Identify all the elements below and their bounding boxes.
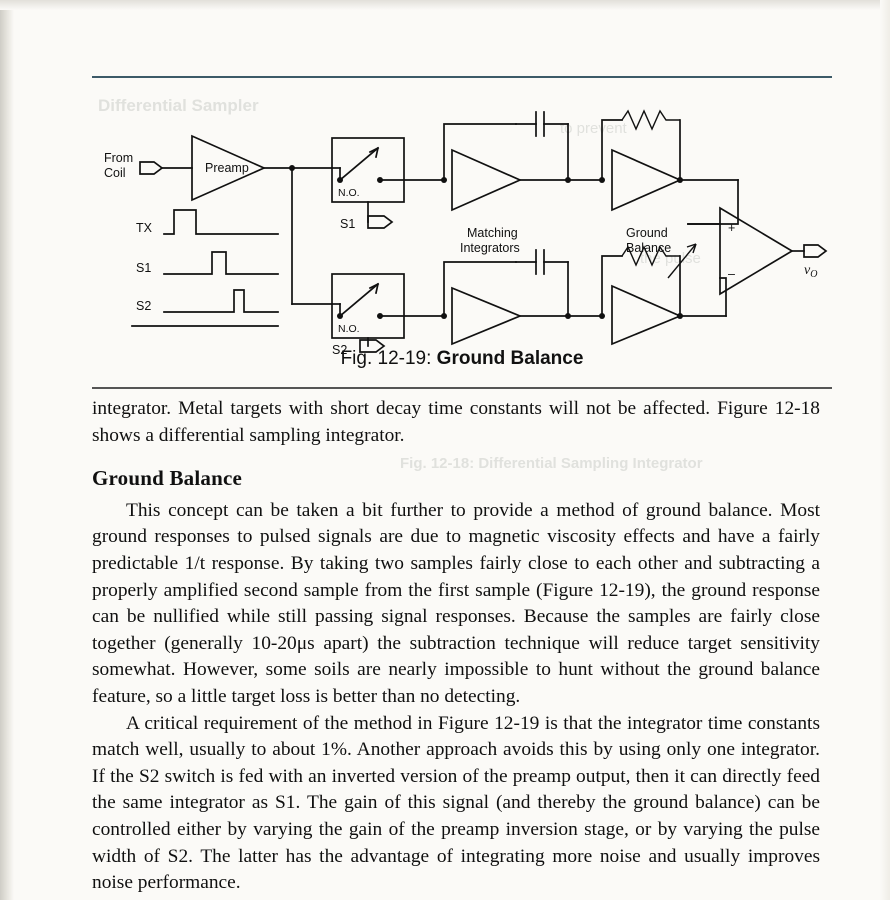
paragraph-continuation: integrator. Metal targets with short decay time constants will not be affected. Figure 12-18 shows a differential sampling integrator. [92,398,820,446]
timing-waveforms [132,210,278,326]
upper-to-summer-wire [688,180,738,224]
label-wave-s1: S1 [136,261,152,275]
switch-s1-block [332,138,444,202]
figure-caption-title: Ground Balance [436,348,584,369]
matching-integrator-lower [441,250,605,344]
lower-to-summer-wire [720,278,726,316]
label-ground-line1: Ground [626,226,668,240]
label-plus: + [728,221,736,235]
difference-amplifier [720,208,826,294]
figure-12-19 [92,76,832,388]
figure-caption [92,348,832,370]
matching-integrator-upper [441,112,605,210]
label-ground-line2: Balance [626,241,672,255]
bleedthrough-text-4: the pulse [640,250,701,267]
label-preamp: Preamp [205,161,249,175]
bleedthrough-text-1: Differential Sampler [98,96,259,115]
figure-bottom-rule [92,387,832,389]
ground-balance-lower-stage [602,244,726,344]
potentiometer-arrow [668,244,696,278]
paragraph-2: A critical requirement of the method in Figure 12-19 is that the integrator time constants match well, usually to about 1%. Another approach avoids this by using only one integrator. If the S2 switch is fed with an inverted version of the preamp output, then it can directly feed the same integrator as S1. The gain of this signal (and thereby the ground balance) can be controlled either by varying the gain of the preamp inversion stage, or by varying the pulse width of S2. The latter has the advantage of integrating more noise and usually improves noise performance. [92,712,820,894]
body-text [92,396,820,897]
label-output-vo: $v_O$ [804,263,818,280]
s1-control-connector [340,202,392,231]
section-heading-ground-balance: Ground Balance [92,466,243,491]
ground-balance-upper-stage [602,111,738,210]
coil-input-connector [140,162,192,174]
switch-s2-block [332,274,444,338]
label-from-coil-line1: From [104,151,134,165]
ground-balance-schematic [92,82,832,357]
label-s1-top: S1 [340,217,356,231]
paragraph-1: This concept can be taken a bit further to provide a method of ground balance. Most ground responses to pulsed signals are due to magnetic viscosity effects and have a fairly predictable 1/t response. By taking two samples fairly close to each other and subtracting a properly amplified second sample from the first sample (Figure 12-19), the ground response can be nullified while still passing signal responses. Because the samples are fairly close together (generally 10-20μs apart) the subtraction technique will reduce target sensitivity somewhat. However, some soils are nearly impossible to hunt without the ground balance feature, so a little target loss is better than no detecting. [92,499,820,707]
bleedthrough-text-2: Fig. 12-18: Differential Sampling Integrator [400,455,703,472]
label-s2-bottom: S2 [332,343,348,357]
bleedthrough-text-3: to prevent [560,120,627,137]
label-minus: – [728,267,735,281]
label-switch1-no: N.O. [338,187,360,199]
label-wave-s2: S2 [136,299,152,313]
figure-caption-number: Fig. 12-19: [340,348,432,369]
label-switch2-no: N.O. [338,323,360,335]
label-matching-line2: Integrators [460,241,520,255]
label-matching-line1: Matching [467,226,518,240]
label-wave-tx: TX [136,221,152,235]
label-from-coil-line2: Coil [104,166,126,180]
preamp-block [192,136,332,200]
figure-top-rule [92,76,832,78]
